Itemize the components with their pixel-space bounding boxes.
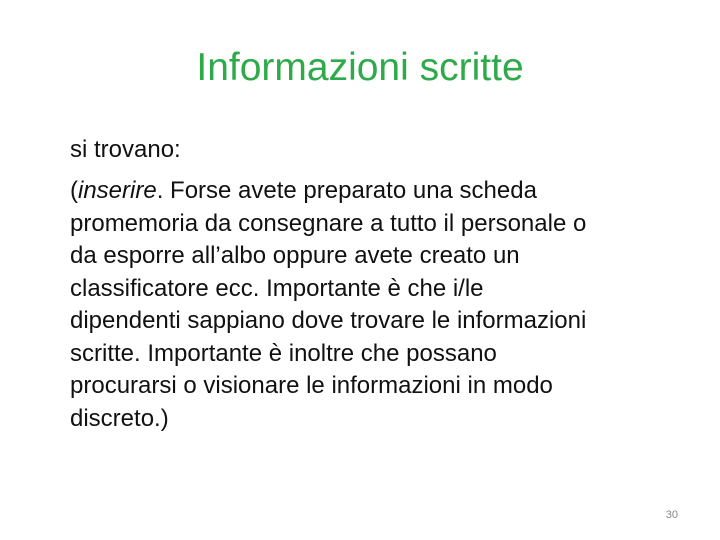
body-line-5: dipendenti sappiano dove trovare le informazioni (70, 307, 587, 334)
body-paragraph (70, 175, 690, 435)
intro-text: si trovano: (70, 136, 181, 163)
page-number: 30 (665, 509, 678, 521)
body-line-7: procurarsi o visionare le informazioni in modo (70, 372, 553, 399)
body-line-4: classificatore ecc. Importante è che i/le (70, 274, 484, 302)
emphasis-text: inserire (78, 177, 157, 204)
open-parenthesis: ( (70, 177, 78, 204)
first-line-text: . Forse avete preparato una scheda (156, 177, 537, 204)
body-line-3: da esporre all’albo oppure avete creato un (70, 242, 520, 269)
body-line-1 (70, 175, 690, 208)
body-line-2: promemoria da consegnare a tutto il personale o (70, 209, 587, 237)
body-line-6: scritte. Importante è inoltre che possano (70, 339, 497, 367)
slide-title: Informazioni scritte (196, 46, 524, 89)
body-line-8: discreto.) (70, 404, 169, 432)
